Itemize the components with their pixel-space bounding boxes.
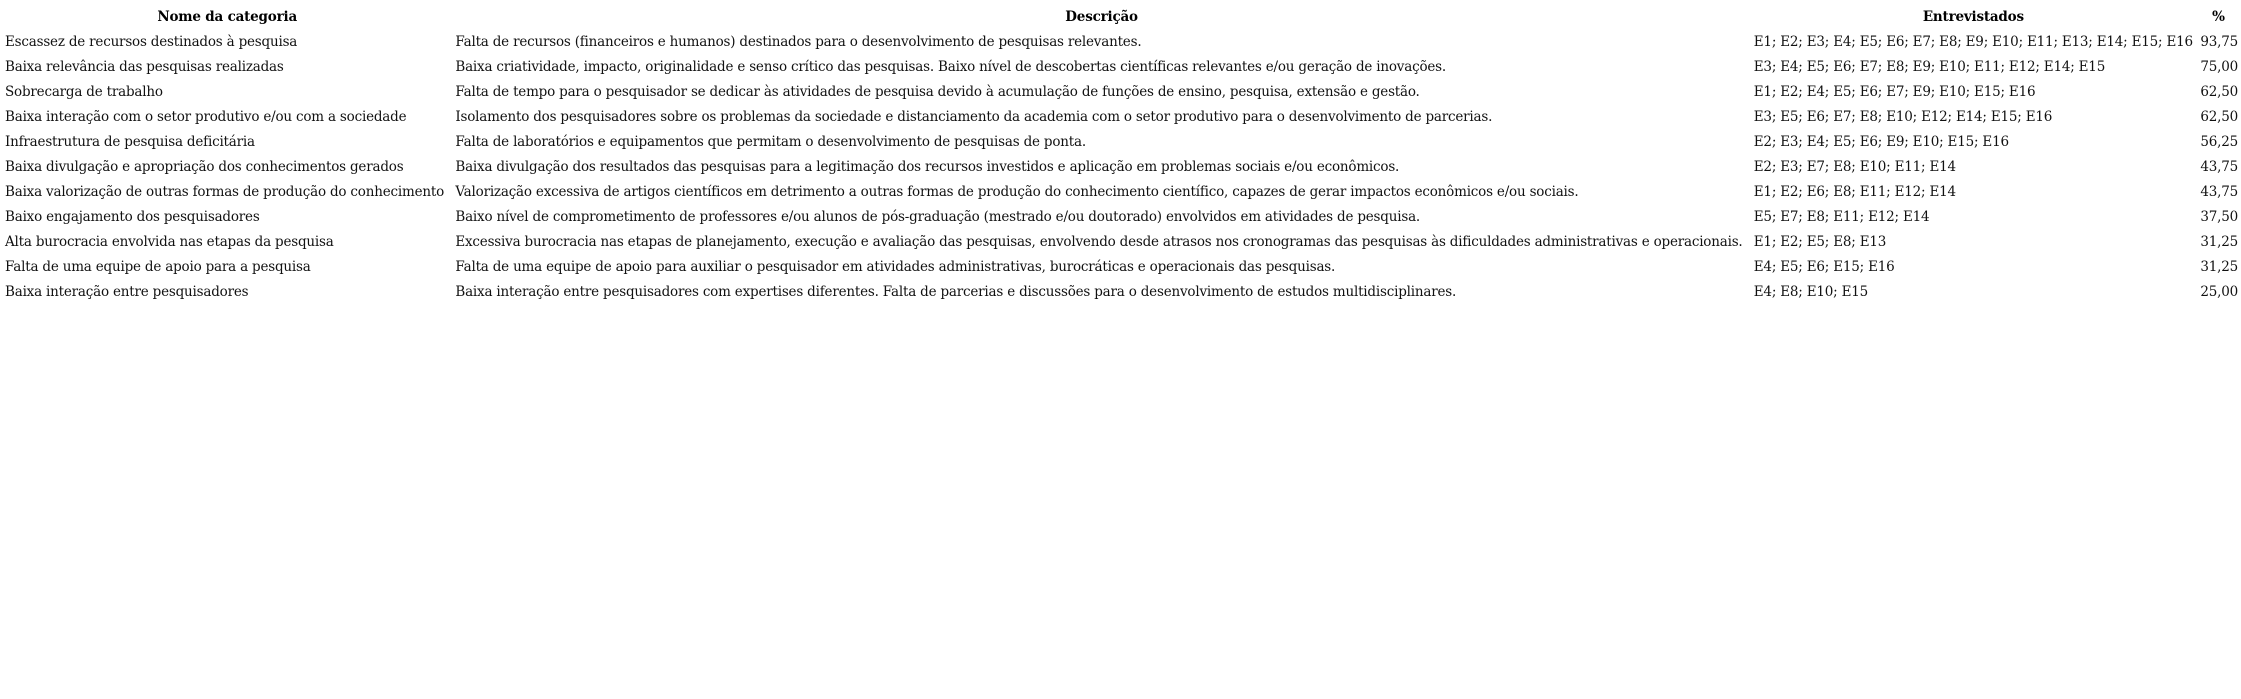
cell-categoria: Falta de uma equipe de apoio para a pesquisa bbox=[5, 258, 311, 275]
table-row bbox=[2, 229, 2241, 254]
cell-percent: 93,75 bbox=[2200, 33, 2238, 50]
cell-percent: 37,50 bbox=[2200, 208, 2238, 225]
table-row bbox=[2, 204, 2241, 229]
cell-percent: 31,25 bbox=[2200, 233, 2238, 250]
cell-entrevistados: E1; E2; E5; E8; E13 bbox=[1753, 233, 1887, 250]
table-row bbox=[2, 279, 2241, 304]
cell-entrevistados: E5; E7; E8; E11; E12; E14 bbox=[1753, 208, 1930, 225]
table-row bbox=[2, 179, 2241, 204]
table-row bbox=[2, 54, 2241, 79]
table-row bbox=[2, 154, 2241, 179]
table-row bbox=[2, 79, 2241, 104]
cell-percent: 25,00 bbox=[2200, 283, 2238, 300]
cell-categoria: Baixa interação entre pesquisadores bbox=[5, 283, 249, 300]
cell-categoria: Escassez de recursos destinados à pesquisa bbox=[5, 33, 298, 50]
cell-entrevistados: E1; E2; E3; E4; E5; E6; E7; E8; E9; E10; E11; E13; E14; E15; E16 bbox=[1753, 33, 2193, 50]
cell-categoria: Baixa relevância das pesquisas realizadas bbox=[5, 58, 284, 75]
cell-percent: 56,25 bbox=[2200, 133, 2238, 150]
cell-entrevistados: E2; E3; E4; E5; E6; E9; E10; E15; E16 bbox=[1753, 133, 2009, 150]
cell-categoria: Baixo engajamento dos pesquisadores bbox=[5, 208, 260, 225]
table-row bbox=[2, 104, 2241, 129]
cell-categoria: Sobrecarga de trabalho bbox=[5, 83, 163, 100]
cell-categoria: Baixa divulgação e apropriação dos conhecimentos gerados bbox=[5, 158, 404, 175]
table-row bbox=[2, 29, 2241, 54]
cell-entrevistados: E2; E3; E7; E8; E10; E11; E14 bbox=[1753, 158, 1956, 175]
header-percent: % bbox=[2212, 8, 2225, 25]
cell-categoria: Alta burocracia envolvida nas etapas da pesquisa bbox=[5, 233, 334, 250]
table-row bbox=[2, 254, 2241, 279]
cell-descricao: Baixa divulgação dos resultados das pesquisas para a legitimação dos recursos investidos e aplicação em problemas sociais e/ou econômicos. bbox=[455, 158, 1400, 175]
cell-descricao: Falta de uma equipe de apoio para auxiliar o pesquisador em atividades administrativas, burocráticas e operacionais das pesquisas. bbox=[455, 258, 1336, 275]
table-header-row bbox=[2, 4, 2241, 29]
cell-descricao: Baixo nível de comprometimento de professores e/ou alunos de pós-graduação (mestrado e/ou doutorado) envolvidos em atividades de pesquisa. bbox=[455, 208, 1421, 225]
cell-categoria: Baixa valorização de outras formas de produção do conhecimento bbox=[5, 183, 445, 200]
cell-percent: 62,50 bbox=[2200, 108, 2238, 125]
cell-percent: 75,00 bbox=[2200, 58, 2238, 75]
header-entrevistados: Entrevistados bbox=[1922, 8, 2024, 25]
cell-percent: 43,75 bbox=[2200, 183, 2238, 200]
cell-descricao: Baixa criatividade, impacto, originalidade e senso crítico das pesquisas. Baixo nível de descobertas científicas relevantes e/ou geração de inovações. bbox=[455, 58, 1446, 75]
table-row bbox=[2, 129, 2241, 154]
cell-categoria: Baixa interação com o setor produtivo e/ou com a sociedade bbox=[5, 108, 407, 125]
cell-descricao: Valorização excessiva de artigos científicos em detrimento a outras formas de produção do conhecimento científico, capazes de gerar impactos econômicos e/ou sociais. bbox=[455, 183, 1579, 200]
categories-table bbox=[2, 4, 2241, 304]
cell-categoria: Infraestrutura de pesquisa deficitária bbox=[5, 133, 255, 150]
cell-descricao: Excessiva burocracia nas etapas de planejamento, execução e avaliação das pesquisas, envolvendo desde atrasos nos cronogramas das pesquisas às dificuldades administrativas e operacionais. bbox=[455, 233, 1743, 250]
cell-descricao: Falta de recursos (financeiros e humanos) destinados para o desenvolvimento de pesquisas relevantes. bbox=[455, 33, 1142, 50]
cell-entrevistados: E3; E4; E5; E6; E7; E8; E9; E10; E11; E12; E14; E15 bbox=[1753, 58, 2106, 75]
header-descricao: Descrição bbox=[1065, 8, 1138, 25]
cell-percent: 43,75 bbox=[2200, 158, 2238, 175]
cell-descricao: Baixa interação entre pesquisadores com expertises diferentes. Falta de parcerias e discussões para o desenvolvimento de estudos multidisciplinares. bbox=[455, 283, 1457, 300]
cell-descricao: Falta de tempo para o pesquisador se dedicar às atividades de pesquisa devido à acumulação de funções de ensino, pesquisa, extensão e gestão. bbox=[455, 83, 1420, 100]
cell-percent: 31,25 bbox=[2200, 258, 2238, 275]
cell-entrevistados: E3; E5; E6; E7; E8; E10; E12; E14; E15; E16 bbox=[1753, 108, 2053, 125]
cell-percent: 62,50 bbox=[2200, 83, 2238, 100]
cell-entrevistados: E1; E2; E4; E5; E6; E7; E9; E10; E15; E16 bbox=[1753, 83, 2036, 100]
cell-entrevistados: E4; E5; E6; E15; E16 bbox=[1753, 258, 1895, 275]
cell-entrevistados: E4; E8; E10; E15 bbox=[1753, 283, 1869, 300]
cell-entrevistados: E1; E2; E6; E8; E11; E12; E14 bbox=[1753, 183, 1956, 200]
cell-descricao: Falta de laboratórios e equipamentos que permitam o desenvolvimento de pesquisas de ponta. bbox=[455, 133, 1086, 150]
header-categoria: Nome da categoria bbox=[157, 8, 297, 25]
cell-descricao: Isolamento dos pesquisadores sobre os problemas da sociedade e distanciamento da academia com o setor produtivo para o desenvolvimento de parcerias. bbox=[455, 108, 1493, 125]
